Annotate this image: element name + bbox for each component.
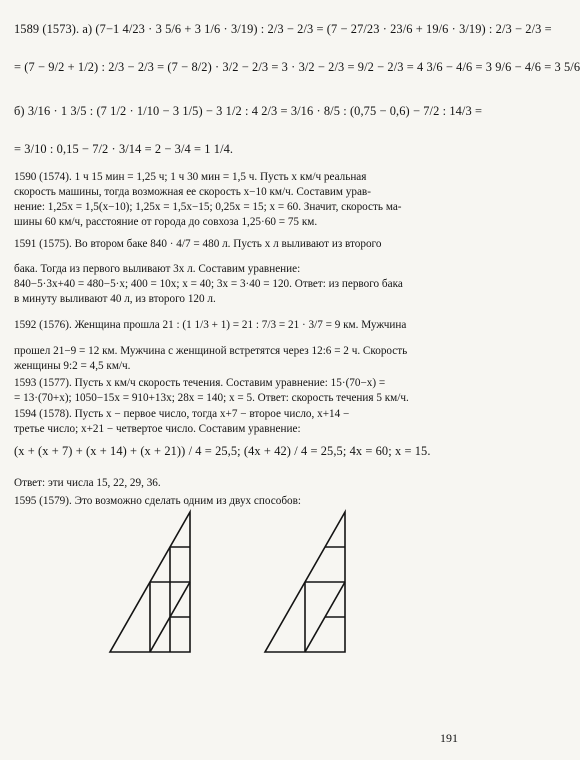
triangle-figures [0, 500, 480, 660]
text-line: 1595 (1579). Это возможно сделать одним из двух способов: [14, 495, 301, 507]
text-line: 1591 (1575). Во втором баке 840 · 4/7 = 480 л. Пусть x л выливают из второго [14, 238, 382, 250]
text-line: 1589 (1573). а) (7−1 4/23 · 3 5/6 + 3 1/6 · 3/19) : 2/3 − 2/3 = (7 − 27/23 · 23/6 + 19/6 · 3/19) : 2/3 − 2/3 = [14, 22, 552, 36]
text-line: третье число; x+21 − четвертое число. Составим уравнение: [14, 423, 301, 435]
text-line: бака. Тогда из первого выливают 3x л. Составим уравнение: [14, 263, 301, 275]
text-line: скорость машины, тогда возможная ее скорость x−10 км/ч. Составим урав- [14, 186, 371, 198]
text-line: 1594 (1578). Пусть x − первое число, тогда x+7 − второе число, x+14 − [14, 408, 350, 420]
text-line: б) 3/16 · 1 3/5 : (7 1/2 · 1/10 − 3 1/5) − 3 1/2 : 4 2/3 = 3/16 · 8/5 : (0,75 − 0,6) − 7/2 : 14/3 = [14, 104, 483, 118]
text-line: 1590 (1574). 1 ч 15 мин = 1,25 ч; 1 ч 30 мин = 1,5 ч. Пусть x км/ч реальная [14, 171, 367, 183]
text-line: в минуту выливают 40 л, из второго 120 л. [14, 293, 216, 305]
text-line: шины 60 км/ч, расстояние от города до совхоза 1,25·60 = 75 км. [14, 216, 318, 228]
triangle-left [110, 512, 190, 652]
triangle-right [265, 512, 345, 652]
page-number: 191 [440, 731, 458, 745]
text-line: 1593 (1577). Пусть x км/ч скорость течения. Составим уравнение: 15·(70−x) = [14, 377, 386, 389]
text-line: прошел 21−9 = 12 км. Мужчина с женщиной встретятся через 12:6 = 2 ч. Скорость [14, 345, 408, 357]
text-line: 1592 (1576). Женщина прошла 21 : (1 1/3 + 1) = 21 : 7/3 = 21 · 3/7 = 9 км. Мужчина [14, 319, 407, 331]
triangle-diagram [0, 500, 480, 660]
text-line: = 3/10 : 0,15 − 7/2 · 3/14 = 2 − 3/4 = 1 1/4. [14, 142, 234, 156]
text-line: 840−5·3x+40 = 480−5·x; 400 = 10x; x = 40; 3x = 3·40 = 120. Ответ: из первого бака [14, 278, 403, 290]
text-line: = 13·(70+x); 1050−15x = 910+13x; 28x = 140; x = 5. Ответ: скорость течения 5 км/ч. [14, 392, 409, 404]
text-line: женщины 9:2 = 4,5 км/ч. [14, 360, 131, 372]
text-line: = (7 − 9/2 + 1/2) : 2/3 − 2/3 = (7 − 8/2) · 3/2 − 2/3 = 3 · 3/2 − 2/3 = 9/2 − 2/3 = 4 3/6 − 4/6 = 3 9/6 − 4/6 = 3 5/6 [14, 60, 580, 74]
text-line: Ответ: эти числа 15, 22, 29, 36. [14, 477, 161, 489]
text-line: (x + (x + 7) + (x + 14) + (x + 21)) / 4 = 25,5; (4x + 42) / 4 = 25,5; 4x = 60; x = 15. [14, 444, 431, 458]
text-line: нение: 1,25x = 1,5(x−10); 1,25x = 1,5x−15; 0,25x = 15; x = 60. Значит, скорость ма- [14, 201, 402, 213]
